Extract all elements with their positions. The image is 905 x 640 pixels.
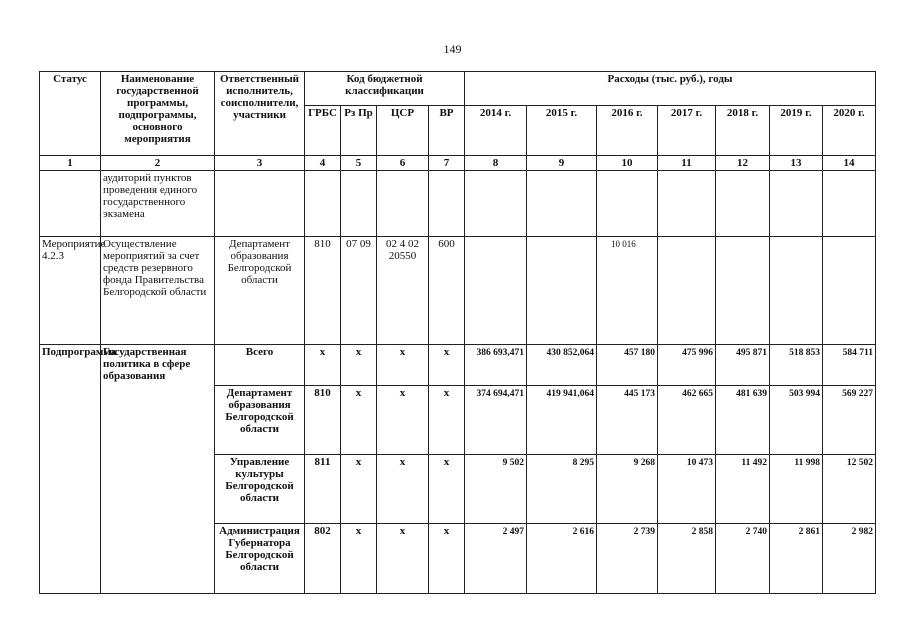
header-year-2016: 2016 г.: [597, 106, 658, 156]
header-csr: ЦСР: [377, 106, 429, 156]
column-number: 11: [658, 156, 716, 171]
value-2018: 2 740: [716, 524, 770, 594]
value-2014: 2 497: [465, 524, 527, 594]
value-2014: 386 693,471: [465, 345, 527, 386]
measure-vr: 600: [429, 237, 465, 345]
subprogram-grbs: 811: [305, 455, 341, 524]
subprogram-csr: х: [377, 455, 429, 524]
value-2015: 419 941,064: [527, 386, 597, 455]
value-2014: 374 694,471: [465, 386, 527, 455]
subprogram-rzpr: х: [341, 386, 377, 455]
measure-name: Осуществление мероприятий за счет средств резервного фонда Правительства Белгородской области: [101, 237, 215, 345]
column-number: 13: [770, 156, 823, 171]
value-2017: 10 473: [658, 455, 716, 524]
column-number: 10: [597, 156, 658, 171]
subprogram-responsible: Администрация Губернатора Белгородской области: [215, 524, 305, 594]
value-2015: 2 616: [527, 524, 597, 594]
value-2019: 503 994: [770, 386, 823, 455]
header-year-2020: 2020 г.: [823, 106, 876, 156]
table-row: [40, 171, 876, 237]
header-rzpr: Рз Пр: [341, 106, 377, 156]
subprogram-grbs: х: [305, 345, 341, 386]
value-2016: 457 180: [597, 345, 658, 386]
header-status: Статус: [40, 72, 101, 156]
table-row: [40, 237, 876, 345]
measure-status: Мероприятие 4.2.3: [40, 237, 101, 345]
header-year-2017: 2017 г.: [658, 106, 716, 156]
column-number: 3: [215, 156, 305, 171]
page-number: 149: [443, 42, 462, 56]
value-2019: 518 853: [770, 345, 823, 386]
value-2017: 462 665: [658, 386, 716, 455]
measure-responsible: Департамент образования Белгородской области: [215, 237, 305, 345]
header-year-2018: 2018 г.: [716, 106, 770, 156]
column-number: 14: [823, 156, 876, 171]
column-number: 5: [341, 156, 377, 171]
column-number: 6: [377, 156, 429, 171]
value-2020: 584 711: [823, 345, 876, 386]
header-year-2014: 2014 г.: [465, 106, 527, 156]
header-grbs: ГРБС: [305, 106, 341, 156]
value-2018: 495 871: [716, 345, 770, 386]
table-row: [40, 345, 876, 386]
value-2018: 11 492: [716, 455, 770, 524]
subprogram-vr: х: [429, 524, 465, 594]
column-number: 7: [429, 156, 465, 171]
budget-table: [39, 71, 876, 594]
column-number-row: [40, 156, 876, 171]
value-2019: 11 998: [770, 455, 823, 524]
value-2015: 430 852,064: [527, 345, 597, 386]
measure-rzpr: 07 09: [341, 237, 377, 345]
subprogram-responsible: Всего: [215, 345, 305, 386]
column-number: 12: [716, 156, 770, 171]
measure-csr: 02 4 02 20550: [377, 237, 429, 345]
subprogram-vr: х: [429, 345, 465, 386]
value-2016: 2 739: [597, 524, 658, 594]
value-2020: 2 982: [823, 524, 876, 594]
measure-grbs: 810: [305, 237, 341, 345]
value-2015: 8 295: [527, 455, 597, 524]
header-vr: ВР: [429, 106, 465, 156]
subprogram-vr: х: [429, 455, 465, 524]
column-number: 9: [527, 156, 597, 171]
subprogram-grbs: 802: [305, 524, 341, 594]
subprogram-csr: х: [377, 345, 429, 386]
subprogram-csr: х: [377, 524, 429, 594]
header-year-2019: 2019 г.: [770, 106, 823, 156]
continuation-name: аудиторий пунктов проведения единого государственного экзамена: [101, 171, 215, 237]
subprogram-rzpr: х: [341, 345, 377, 386]
header-budget-code: Код бюджетной классификации: [305, 72, 465, 106]
subprogram-status: Подпрограмма: [40, 345, 101, 594]
subprogram-name: Государственная политика в сфере образования: [101, 345, 215, 594]
value-2020: 12 502: [823, 455, 876, 524]
value-2014: 9 502: [465, 455, 527, 524]
value-2019: 2 861: [770, 524, 823, 594]
value-2018: 481 639: [716, 386, 770, 455]
value-2017: 475 996: [658, 345, 716, 386]
subprogram-responsible: Управление культуры Белгородской области: [215, 455, 305, 524]
header-responsible: Ответственный исполнитель, соисполнители, участники: [215, 72, 305, 156]
subprogram-csr: х: [377, 386, 429, 455]
subprogram-grbs: 810: [305, 386, 341, 455]
column-number: 1: [40, 156, 101, 171]
subprogram-responsible: Департамент образования Белгородской области: [215, 386, 305, 455]
header-year-2015: 2015 г.: [527, 106, 597, 156]
header-expenses: Расходы (тыс. руб.), годы: [465, 72, 876, 106]
column-number: 2: [101, 156, 215, 171]
column-number: 8: [465, 156, 527, 171]
measure-2016-value: 10 016: [597, 237, 658, 345]
value-2017: 2 858: [658, 524, 716, 594]
subprogram-rzpr: х: [341, 455, 377, 524]
value-2016: 9 268: [597, 455, 658, 524]
column-number: 4: [305, 156, 341, 171]
subprogram-rzpr: х: [341, 524, 377, 594]
value-2016: 445 173: [597, 386, 658, 455]
header-name: Наименование государственной программы, подпрограммы, основного мероприятия: [101, 72, 215, 156]
subprogram-vr: х: [429, 386, 465, 455]
value-2020: 569 227: [823, 386, 876, 455]
